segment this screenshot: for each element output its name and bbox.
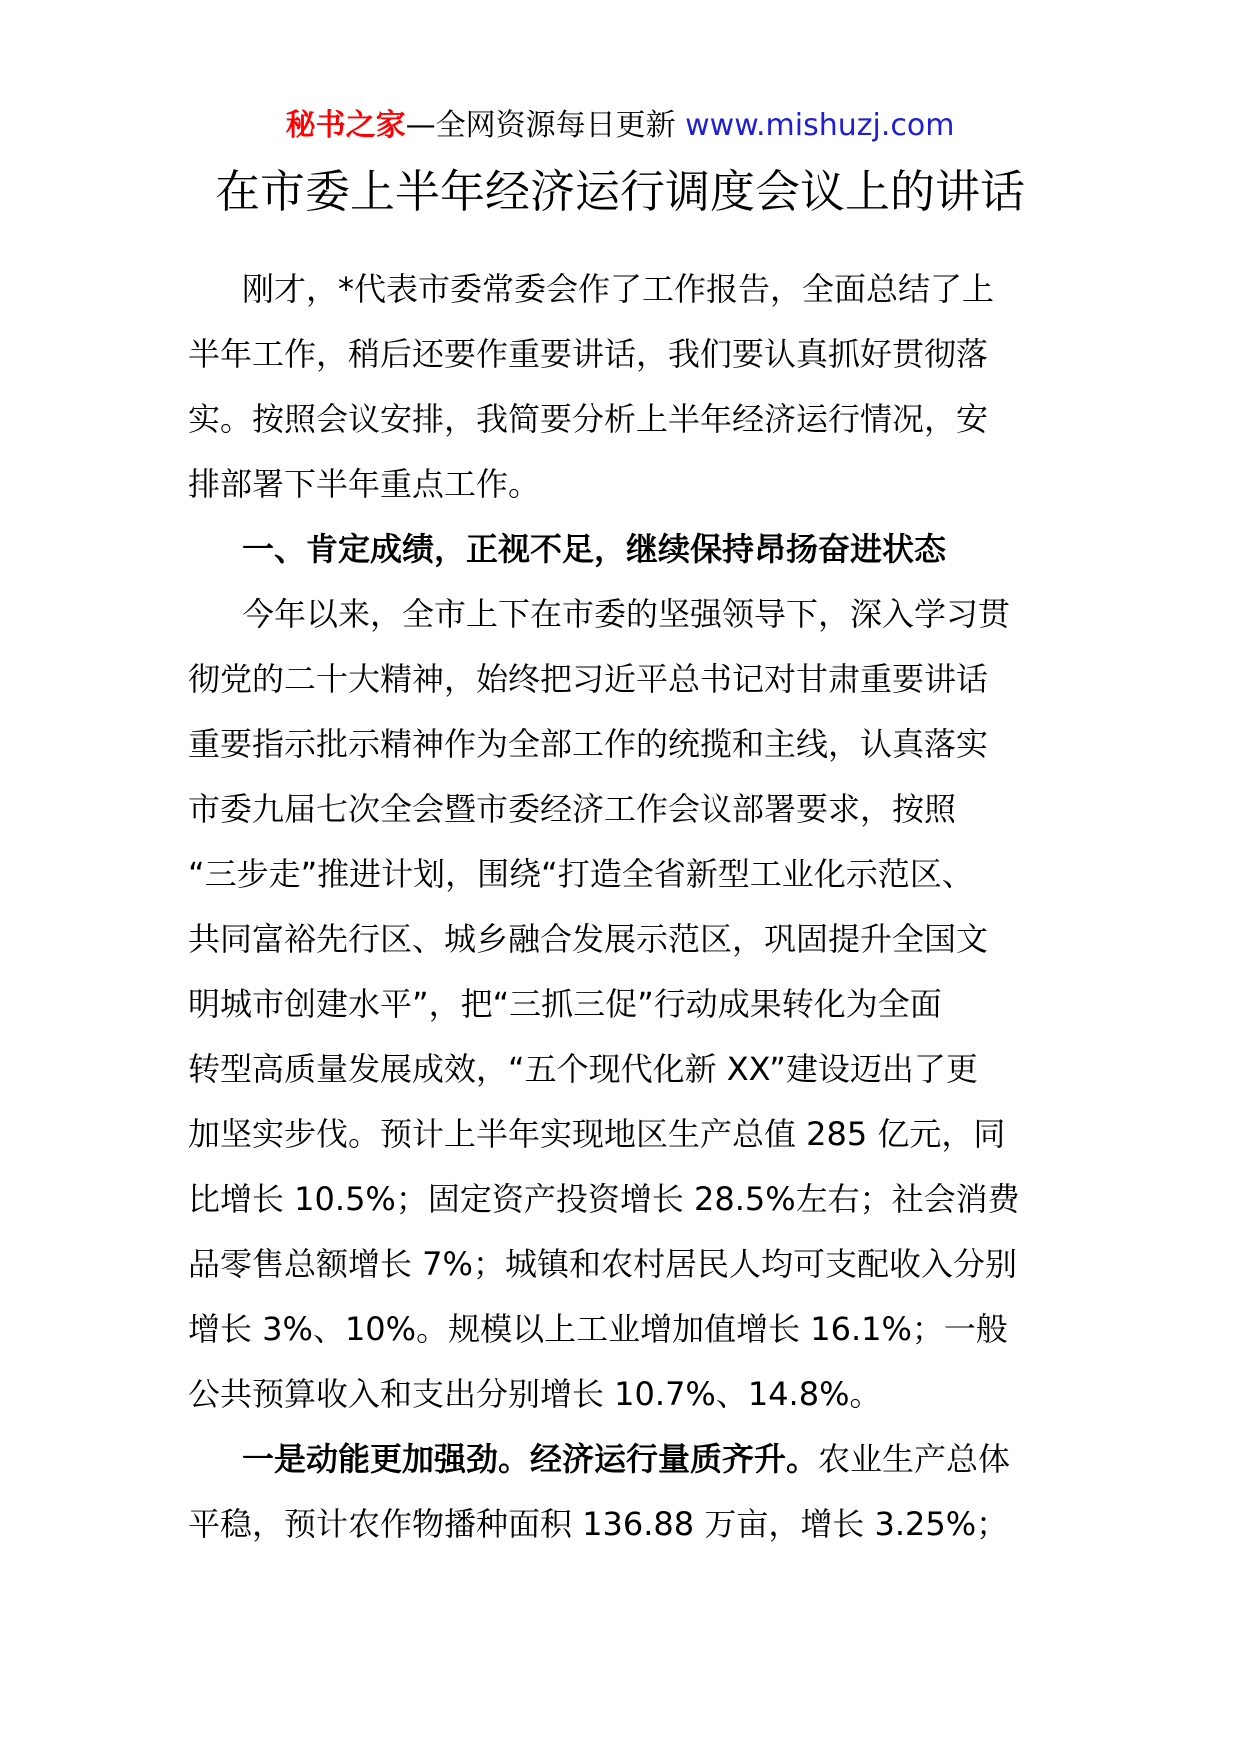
- paragraph-line: 比增长 10.5%；固定资产投资增长 28.5%左右；社会消费: [188, 1180, 1020, 1218]
- paragraph-line: 彻党的二十大精神，始终把习近平总书记对甘肃重要讲话: [188, 660, 989, 698]
- paragraph-line: 共同富裕先行区、城乡融合发展示范区，巩固提升全国文: [188, 920, 989, 958]
- paragraph-line: 半年工作，稍后还要作重要讲话，我们要认真抓好贯彻落: [188, 335, 989, 373]
- paragraph-line: 公共预算收入和支出分别增长 10.7%、14.8%。: [188, 1375, 882, 1413]
- paragraph-line: 品零售总额增长 7%；城镇和农村居民人均可支配收入分别: [188, 1245, 1017, 1283]
- paragraph-line: 今年以来，全市上下在市委的坚强领导下，深入学习贯: [242, 595, 1011, 633]
- document-title: 在市委上半年经济运行调度会议上的讲话: [214, 165, 1025, 218]
- paragraph-line: “三步走”推进计划，围绕“打造全省新型工业化示范区、: [188, 855, 974, 893]
- header-tagline: —全网资源每日更新: [405, 108, 686, 143]
- paragraph-line: 排部署下半年重点工作。: [188, 465, 541, 503]
- paragraph-line-mixed: [188, 1427, 1068, 1492]
- paragraph-line: 实。按照会议安排，我简要分析上半年经济运行情况，安: [188, 400, 989, 438]
- site-header: [0, 104, 1240, 148]
- paragraph-line: 平稳，预计农作物播种面积 136.88 万亩，增长 3.25%；: [188, 1505, 1009, 1543]
- paragraph-line: 市委九届七次全会暨市委经济工作会议部署要求，按照: [188, 790, 957, 828]
- bold-lead-text: 一是动能更加强劲。经济运行量质齐升。: [242, 1440, 819, 1478]
- site-url-link[interactable]: www.mishuzj.com: [685, 108, 955, 143]
- section-heading: 一、肯定成绩，正视不足，继续保持昂扬奋进状态: [242, 530, 947, 568]
- brand-name: 秘书之家: [285, 108, 406, 143]
- paragraph-line: 加坚实步伐。预计上半年实现地区生产总值 285 亿元，同: [188, 1115, 1006, 1153]
- paragraph-line: 明城市创建水平”，把“三抓三促”行动成果转化为全面: [188, 985, 942, 1023]
- document-body: [188, 257, 1068, 1557]
- paragraph-line: 重要指示批示精神作为全部工作的统揽和主线，认真落实: [188, 725, 989, 763]
- paragraph-text: 农业生产总体: [818, 1440, 1011, 1478]
- paragraph-line: 增长 3%、10%。规模以上工业增加值增长 16.1%；一般: [188, 1310, 1008, 1348]
- paragraph-line: 转型高质量发展成效，“五个现代化新 XX”建设迈出了更: [188, 1050, 978, 1088]
- paragraph-line: 刚才，*代表市委常委会作了工作报告，全面总结了上: [242, 270, 995, 308]
